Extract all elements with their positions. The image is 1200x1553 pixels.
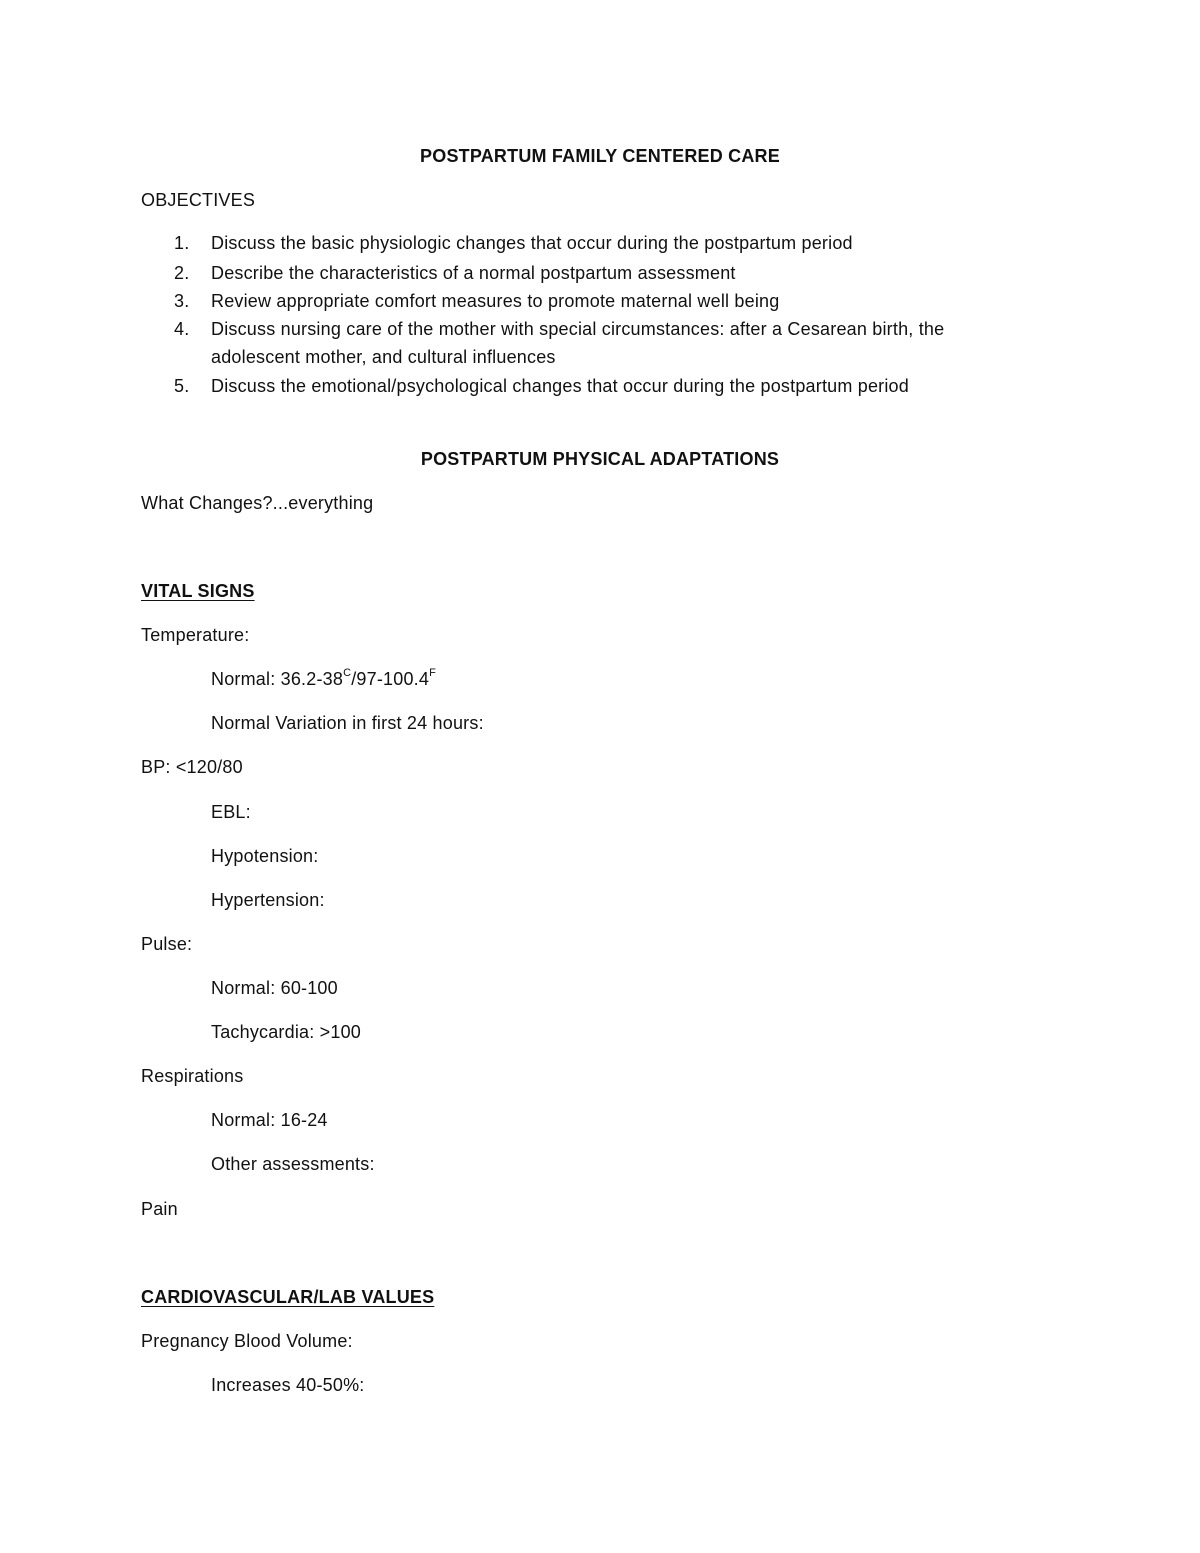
objective-text: Discuss the basic physiologic changes that occur during the postpartum period <box>211 233 853 253</box>
respirations-label: Respirations <box>141 1066 244 1086</box>
objective-number: 4. <box>174 319 190 339</box>
objective-number: 2. <box>174 263 190 283</box>
fahrenheit-superscript: F <box>429 667 437 679</box>
temperature-label: Temperature: <box>141 625 250 645</box>
objective-number: 3. <box>174 291 190 311</box>
other-assessments-label: Other assessments: <box>211 1154 375 1174</box>
temperature-variation: Normal Variation in first 24 hours: <box>211 713 484 733</box>
respirations-normal: Normal: 16-24 <box>211 1110 328 1130</box>
ebl-label: EBL: <box>211 802 251 822</box>
adaptations-intro: What Changes?...everything <box>141 493 374 513</box>
hypertension-label: Hypertension: <box>211 890 325 910</box>
objectives-heading: OBJECTIVES <box>141 190 256 210</box>
pain-label: Pain <box>141 1199 178 1219</box>
bp-label: BP: <120/80 <box>141 757 243 777</box>
objective-text-continued: adolescent mother, and cultural influences <box>211 347 556 367</box>
blood-volume-label: Pregnancy Blood Volume: <box>141 1331 353 1351</box>
pulse-label: Pulse: <box>141 934 193 954</box>
objective-text: Review appropriate comfort measures to promote maternal well being <box>211 291 780 311</box>
objective-number: 5. <box>174 376 190 396</box>
pulse-tachycardia: Tachycardia: >100 <box>211 1022 361 1042</box>
objective-text: Discuss nursing care of the mother with special circumstances: after a Cesarean birth, the <box>211 319 945 339</box>
blood-volume-increase: Increases 40-50%: <box>211 1375 365 1395</box>
objective-text: Discuss the emotional/psychological changes that occur during the postpartum period <box>211 376 909 396</box>
pulse-normal: Normal: 60-100 <box>211 978 338 998</box>
objective-text: Describe the characteristics of a normal postpartum assessment <box>211 263 736 283</box>
temperature-normal <box>211 668 436 690</box>
cardiovascular-heading: CARDIOVASCULAR/LAB VALUES <box>141 1287 435 1307</box>
celsius-superscript: C <box>343 667 352 679</box>
hypotension-label: Hypotension: <box>211 846 319 866</box>
temperature-normal-fahrenheit: /97-100.4 <box>351 669 430 689</box>
objective-number: 1. <box>174 233 190 253</box>
vital-signs-heading: VITAL SIGNS <box>141 581 255 601</box>
adaptations-heading: POSTPARTUM PHYSICAL ADAPTATIONS <box>420 449 780 469</box>
document-title: POSTPARTUM FAMILY CENTERED CARE <box>420 146 780 166</box>
temperature-normal-celsius: Normal: 36.2-38 <box>211 669 344 689</box>
